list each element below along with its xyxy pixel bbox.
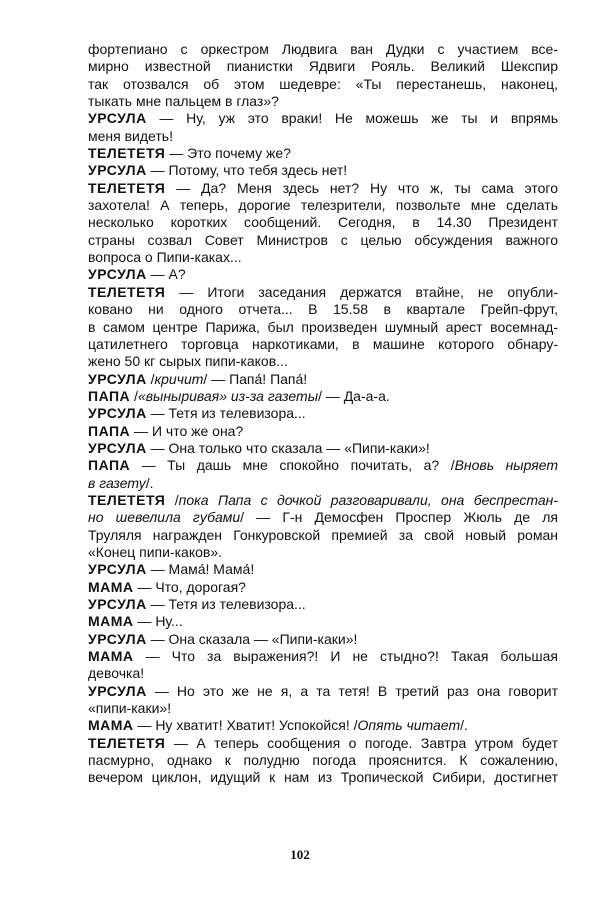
speaker-name: УРСУЛА [88, 561, 147, 578]
text-segment: вопроса о Пипи-каках... [88, 249, 242, 266]
text-line [88, 128, 558, 145]
speaker-name: ТЕЛЕТЕТЯ [88, 491, 166, 508]
text-line [88, 735, 558, 752]
text-segment: — Что, дорогая? [133, 578, 246, 595]
text-segment: вечером циклон, идущий к нам из Тропической Сибири, достигнет [88, 769, 558, 786]
text-line [88, 700, 558, 717]
text-line [88, 232, 558, 249]
text-segment: «Конец пипи-каков». [88, 543, 223, 560]
text-segment: «пипи-каки»! [88, 700, 172, 717]
text-segment: — Она только что сказала — «Пипи-каки»! [146, 439, 430, 456]
text-segment: / [130, 387, 138, 404]
text-segment: — Мама́! Мама́! [146, 561, 255, 578]
text-segment: — И что же она? [130, 422, 244, 439]
text-segment: — Итоги заседания держатся втайне, не опубли- [165, 283, 558, 300]
stage-direction: пока Папа с дочкой разговаривали, она беспрестан- [178, 491, 558, 508]
text-segment: девочка! [88, 665, 145, 682]
stage-direction: Опять читает [357, 717, 461, 734]
text-segment: /. [145, 474, 154, 491]
text-segment: — Потому, что тебя здесь нет! [146, 162, 348, 179]
text-line [88, 336, 558, 353]
text-segment: Труляля награжден Гонкуровской премией за свой новый роман [88, 526, 558, 543]
text-line [88, 683, 558, 700]
text-line [88, 631, 558, 648]
text-line [88, 527, 558, 544]
text-line [88, 76, 558, 93]
text-segment: — Это почему же? [165, 145, 291, 162]
text-line [88, 388, 558, 405]
text-segment: — Ну хватит! Хватит! Успокойся! / [133, 717, 358, 734]
text-segment: — Ну... [133, 613, 183, 630]
text-line [88, 145, 558, 162]
text-line [88, 769, 558, 786]
text-line [88, 648, 558, 665]
text-line [88, 58, 558, 75]
text-line [88, 475, 558, 492]
text-line [88, 266, 558, 283]
text-line [88, 249, 558, 266]
speaker-name: УРСУЛА [88, 405, 147, 422]
speaker-name: УРСУЛА [88, 110, 147, 127]
text-line [88, 752, 558, 769]
text-segment: фортепиано с оркестром Людвига ван Дудки с участием все- [88, 41, 558, 57]
speaker-name: МАМА [88, 717, 134, 734]
text-segment: / — Г-н Демосфен Проспер Жюль де ля [240, 509, 558, 526]
speaker-name: ПАПА [88, 422, 131, 439]
text-segment: — А теперь сообщения о погоде. Завтра утром будет [165, 734, 558, 751]
speaker-name: МАМА [88, 578, 134, 595]
stage-direction: «выныривая» из-за газеты [137, 387, 319, 404]
text-line [88, 405, 558, 422]
text-segment: — Ты дашь мне спокойно почитать, а? / [130, 457, 455, 474]
text-segment: меня видеть! [88, 127, 173, 144]
text-line [88, 665, 558, 682]
page-number: 102 [290, 847, 310, 862]
text-line [88, 93, 558, 110]
text-line [88, 440, 558, 457]
text-segment: — Что за выражения?! И не стыдно?! Такая большая [133, 648, 558, 665]
text-segment: несколько коротких сообщений. Сегодня, в 14.30 Президент [88, 214, 558, 231]
text-line [88, 544, 558, 561]
text-line [88, 509, 558, 526]
text-segment: цатилетнего торговца наркотиками, в машине которого обнару- [88, 335, 558, 352]
speaker-name: УРСУЛА [88, 630, 147, 647]
text-line [88, 180, 558, 197]
speaker-name: УРСУЛА [88, 162, 147, 179]
speaker-name: ПАПА [88, 457, 131, 474]
speaker-name: ТЕЛЕТЕТЯ [88, 145, 166, 162]
text-line [88, 579, 558, 596]
speaker-name: УРСУЛА [88, 266, 147, 283]
text-segment: /. [460, 717, 468, 734]
stage-direction: но шевелила губами [88, 509, 241, 526]
text-line [88, 717, 558, 734]
text-segment: — Тетя из телевизора... [146, 596, 306, 612]
text-line [88, 423, 558, 440]
text-segment: пасмурно, однако к полудню погода прояснится. К сожалению, [88, 752, 558, 769]
text-segment: — А? [146, 266, 186, 283]
speaker-name: УРСУЛА [88, 596, 147, 612]
stage-direction: в газету [88, 474, 146, 491]
text-segment: — Тетя из телевизора... [146, 405, 306, 422]
text-line [88, 492, 558, 509]
text-line [88, 561, 558, 578]
text-segment: ковано ни одного отчета... В 15.58 в квартале Грейп-фрут, [88, 301, 558, 318]
text-line [88, 353, 558, 370]
speaker-name: МАМА [88, 648, 134, 665]
speaker-name: УРСУЛА [88, 682, 147, 699]
text-segment: жено 50 кг сырых пипи-каков... [88, 353, 288, 370]
text-block [88, 41, 558, 787]
speaker-name: УРСУЛА [88, 370, 147, 387]
text-line [88, 162, 558, 179]
text-segment: — Но это же не я, а та тетя! В третий раз она говорит [146, 682, 558, 699]
text-segment: / — Да-а-а. [318, 387, 390, 404]
stage-direction: Вновь ныряет [454, 457, 558, 474]
text-line [88, 197, 558, 214]
speaker-name: ТЕЛЕТЕТЯ [88, 179, 166, 196]
text-line [88, 596, 558, 613]
text-segment: — Да? Меня здесь нет? Ну что ж, ты сама этого [165, 179, 558, 196]
text-segment: тыкать мне пальцем в глаз»? [88, 93, 279, 110]
text-line [88, 214, 558, 231]
text-line [88, 301, 558, 318]
stage-direction: кричит [154, 370, 204, 387]
text-line [88, 110, 558, 127]
text-segment: / [165, 491, 179, 508]
text-segment: — Она сказала — «Пипи-каки»! [146, 630, 358, 647]
text-line [88, 371, 558, 388]
text-segment: / — Папа́! Папа́! [203, 370, 308, 387]
text-segment: мирно известной пианистки Ядвиги Рояль. Великий Шекспир [88, 58, 558, 75]
speaker-name: МАМА [88, 613, 134, 630]
speaker-name: УРСУЛА [88, 439, 147, 456]
text-line [88, 319, 558, 336]
text-line [88, 457, 558, 474]
text-segment: / [146, 370, 155, 387]
text-line [88, 41, 558, 58]
speaker-name: ТЕЛЕТЕТЯ [88, 734, 166, 751]
text-segment: страны созвал Совет Министров с целью обсуждения важного [88, 231, 558, 248]
text-line [88, 284, 558, 301]
text-segment: в самом центре Парижа, был произведен шумный арест восемнад- [88, 318, 558, 335]
text-segment: — Ну, уж это враки! Не можешь же ты и впрямь [146, 110, 558, 127]
speaker-name: ПАПА [88, 387, 131, 404]
text-segment: захотела! А теперь, дорогие телезрители, позвольте мне сделать [88, 197, 558, 214]
text-segment: так отозвался об этом шедевре: «Ты перестанешь, наконец, [88, 75, 558, 92]
text-line [88, 613, 558, 630]
speaker-name: ТЕЛЕТЕТЯ [88, 283, 166, 300]
